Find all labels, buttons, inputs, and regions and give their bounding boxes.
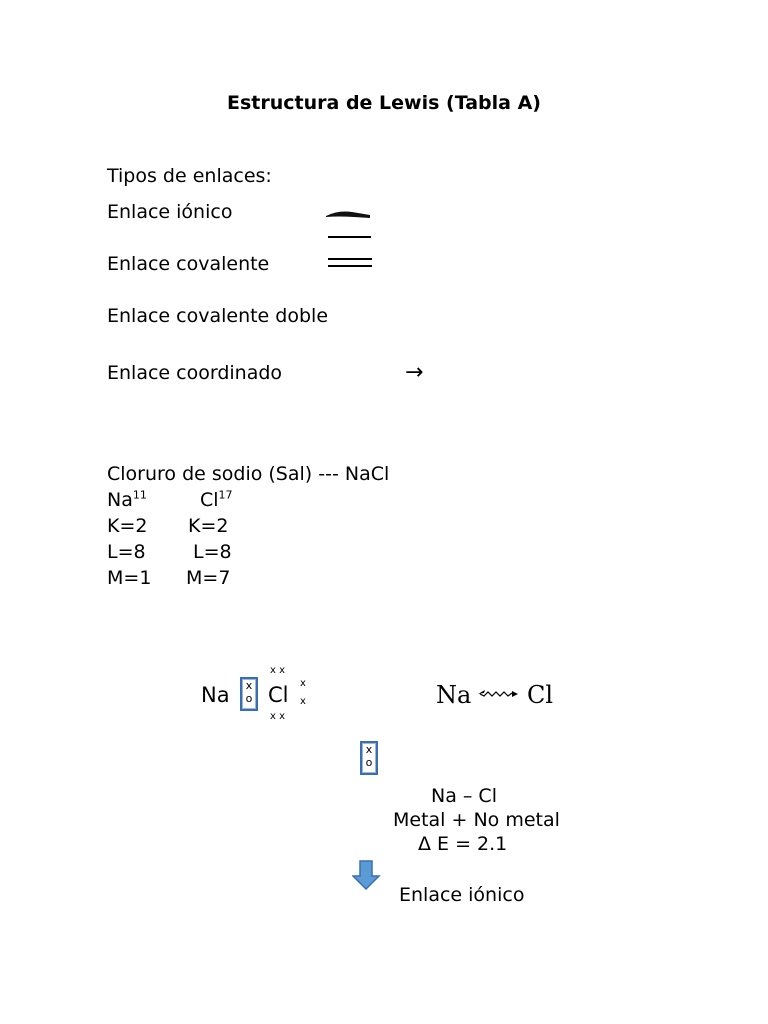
coordinate-bond-label: Enlace coordinado xyxy=(107,362,283,384)
delta-e: Δ E = 2.1 xyxy=(418,833,508,855)
bond-pair: Na – Cl xyxy=(431,785,497,807)
shared-electron-box: x o xyxy=(240,677,258,711)
down-arrow-icon xyxy=(352,859,382,891)
cl-shell-m: M=7 xyxy=(186,567,231,589)
coordinate-arrow-icon: → xyxy=(405,360,424,385)
ionic-cl: Cl xyxy=(527,681,554,709)
single-bond-line xyxy=(328,236,371,238)
cl-right-electron-2: x xyxy=(300,696,306,707)
bond-kind: Metal + No metal xyxy=(393,809,560,831)
cl-element: Cl$^{17}$ xyxy=(200,488,233,511)
page-title: Estructura de Lewis (Tabla A) xyxy=(227,92,541,114)
double-bond-line-top xyxy=(328,258,372,260)
cl-shell-k: K=2 xyxy=(188,515,229,537)
wavy-arrow-icon xyxy=(476,688,520,702)
ionic-bond-symbol xyxy=(324,206,374,222)
bond-types-heading: Tipos de enlaces: xyxy=(107,165,272,187)
electron-box-2: x o xyxy=(360,741,378,775)
cl-bottom-electrons: x x xyxy=(270,711,286,722)
covalent-bond-label: Enlace covalente xyxy=(107,253,270,275)
na-element: Na$^{11}$ xyxy=(107,488,147,511)
ionic-na: Na xyxy=(436,681,472,709)
cl-top-electrons: x x xyxy=(270,665,286,676)
cl-shell-l: L=8 xyxy=(193,541,232,563)
na-shell-l: L=8 xyxy=(107,541,146,563)
lewis-cl: Cl xyxy=(268,683,289,707)
double-bond-line-bottom xyxy=(328,265,372,267)
na-shell-k: K=2 xyxy=(107,515,148,537)
result-bond: Enlace iónico xyxy=(399,884,525,906)
lewis-na: Na xyxy=(201,683,230,707)
double-covalent-label: Enlace covalente doble xyxy=(107,305,329,327)
ionic-bond-label: Enlace iónico xyxy=(107,201,233,223)
cl-right-electron-1: x xyxy=(300,678,306,689)
na-shell-m: M=1 xyxy=(107,567,152,589)
compound-name: Cloruro de sodio (Sal) --- NaCl xyxy=(107,463,390,485)
